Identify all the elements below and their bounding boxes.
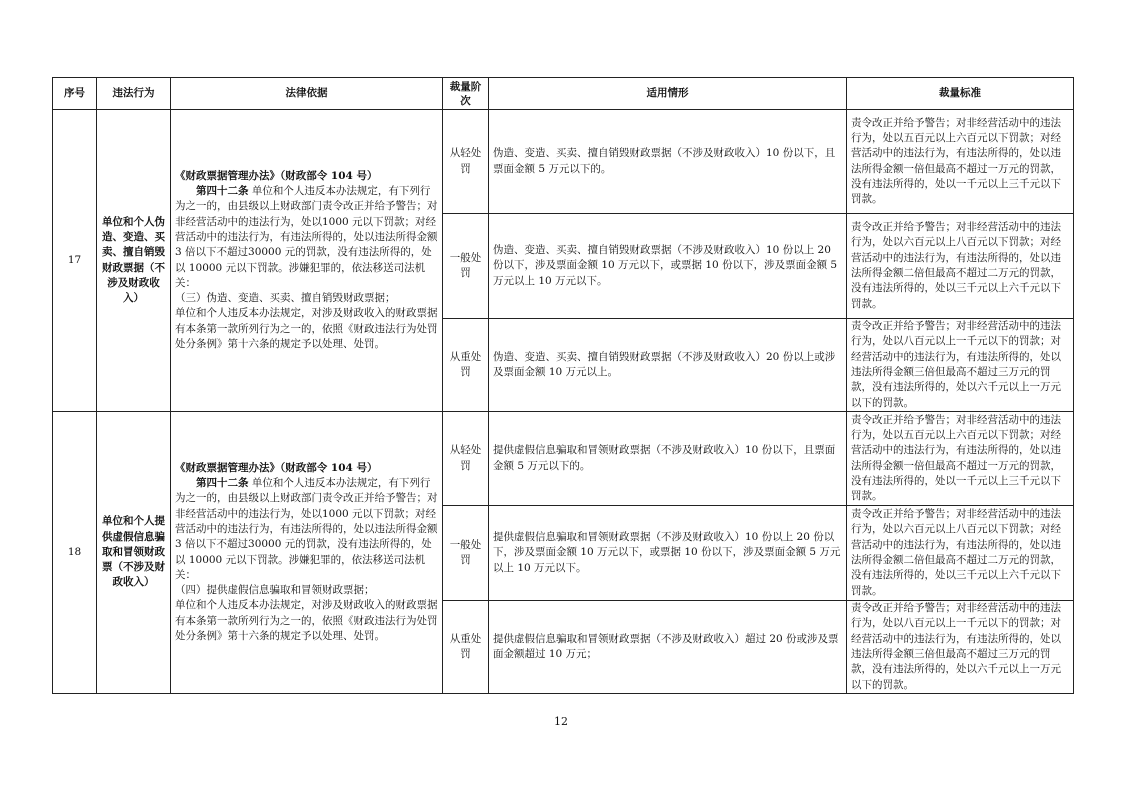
discretion-standard: 责令改正并给予警告；对非经营活动中的违法行为，处以八百元以上一千元以下的罚款；对经营活动中的违法行为，有违法所得的，处以违法所得金额三倍但最高不超过三万元的罚款，没有违法所得的，处以六千元以上一万元以下的罚款。 — [847, 319, 1074, 412]
discretion-level: 从重处罚 — [443, 601, 489, 694]
law-article: 第四十二条 — [196, 477, 249, 490]
law-article: 第四十二条 — [196, 185, 249, 198]
law-body — [175, 184, 438, 291]
discretion-level: 从轻处罚 — [443, 110, 489, 214]
header-level: 裁量阶次 — [443, 78, 489, 110]
applicable-condition: 提供虚假信息骗取和冒领财政票据（不涉及财政收入）10 份以下，且票面金额 5 万元以下的。 — [489, 412, 847, 506]
table-row — [53, 110, 1074, 214]
law-title: 《财政票据管理办法》（财政部令 104 号） — [175, 169, 378, 182]
discretion-table — [52, 77, 1074, 694]
law-title: 《财政票据管理办法》（财政部令 104 号） — [175, 461, 378, 474]
discretion-standard: 责令改正并给予警告；对非经营活动中的违法行为，处以六百元以上八百元以下罚款；对经营活动中的违法行为，有违法所得的，处以违法所得金额二倍但最高不超过二万元的罚款，没有违法所得的，处以三千元以上六千元以下罚款。 — [847, 214, 1074, 319]
law-item: （三）伪造、变造、买卖、擅自销毁财政票据； — [175, 292, 396, 305]
applicable-condition: 伪造、变造、买卖、擅自销毁财政票据（不涉及财政收入）20 份以上或涉及票面金额 10 万元以上。 — [489, 319, 847, 412]
discretion-level: 从轻处罚 — [443, 412, 489, 506]
discretion-standard: 责令改正并给予警告；对非经营活动中的违法行为，处以五百元以上六百元以下罚款；对经营活动中的违法行为，有违法所得的，处以违法所得金额一倍但最高不超过一万元的罚款，没有违法所得的，处以一千元以上三千元以下罚款。 — [847, 110, 1074, 214]
legal-basis — [171, 412, 443, 694]
header-row — [53, 78, 1074, 110]
discretion-standard: 责令改正并给予警告；对非经营活动中的违法行为，处以五百元以上六百元以下罚款；对经营活动中的违法行为，有违法所得的，处以违法所得金额一倍但最高不超过一万元的罚款，没有违法所得的，处以一千元以上三千元以下罚款。 — [847, 412, 1074, 506]
legal-basis — [171, 110, 443, 412]
applicable-condition: 伪造、变造、买卖、擅自销毁财政票据（不涉及财政收入）10 份以上 20 份以下，涉及票面金额 10 万元以下，或票据 10 份以下，涉及票面金额 5 万元以上 10 万元以下。 — [489, 214, 847, 319]
header-no: 序号 — [53, 78, 97, 110]
applicable-condition: 提供虚假信息骗取和冒领财政票据（不涉及财政收入）超过 20 份或涉及票面金额超过 10 万元； — [489, 601, 847, 694]
discretion-level: 一般处罚 — [443, 506, 489, 601]
page-number: 12 — [554, 715, 568, 728]
discretion-standard: 责令改正并给予警告；对非经营活动中的违法行为，处以六百元以上八百元以下罚款；对经营活动中的违法行为，有违法所得的，处以违法所得金额二倍但最高不超过二万元的罚款，没有违法所得的，处以三千元以上六千元以下罚款。 — [847, 506, 1074, 601]
law-text-2: 单位和个人违反本办法规定，对涉及财政收入的财政票据有本条第一款所列行为之一的，依照《财政违法行为处罚处分条例》第十六条的规定予以处理、处罚。 — [175, 307, 438, 350]
header-cond: 适用情形 — [489, 78, 847, 110]
table-row — [53, 412, 1074, 506]
header-law: 法律依据 — [171, 78, 443, 110]
law-item: （四）提供虚假信息骗取和冒领财政票据； — [175, 584, 375, 597]
law-text-2: 单位和个人违反本办法规定，对涉及财政收入的财政票据有本条第一款所列行为之一的，依照《财政违法行为处罚处分条例》第十六条的规定予以处理、处罚。 — [175, 599, 438, 642]
applicable-condition: 伪造、变造、买卖、擅自销毁财政票据（不涉及财政收入）10 份以下，且票面金额 5 万元以下的。 — [489, 110, 847, 214]
violation-act: 单位和个人伪造、变造、买卖、擅自销毁财政票据（不涉及财政收入） — [97, 110, 171, 412]
law-body — [175, 476, 438, 583]
row-number: 18 — [53, 412, 97, 694]
header-std: 裁量标准 — [847, 78, 1074, 110]
discretion-level: 从重处罚 — [443, 319, 489, 412]
law-text: 单位和个人违反本办法规定，有下列行为之一的，由县级以上财政部门责令改正并给予警告；对非经营活动中的违法行为，处以1000 元以下罚款；对经营活动中的违法行为，有违法所得的，处以违法所得金额 3 倍以下不超过30000 元的罚款，没有违法所得的，处以 10000 元以下罚款。涉嫌犯罪的，依法移送司法机关： — [175, 185, 438, 289]
discretion-level: 一般处罚 — [443, 214, 489, 319]
violation-act: 单位和个人提供虚假信息骗取和冒领财政票（不涉及财政收入） — [97, 412, 171, 694]
header-act: 违法行为 — [97, 78, 171, 110]
row-number: 17 — [53, 110, 97, 412]
applicable-condition: 提供虚假信息骗取和冒领财政票据（不涉及财政收入）10 份以上 20 份以下，涉及票面金额 10 万元以下，或票据 10 份以下，涉及票面金额 5 万元以上 10 万元以下。 — [489, 506, 847, 601]
law-text: 单位和个人违反本办法规定，有下列行为之一的，由县级以上财政部门责令改正并给予警告；对非经营活动中的违法行为，处以1000 元以下罚款；对经营活动中的违法行为，有违法所得的，处以违法所得金额 3 倍以下不超过30000 元的罚款，没有违法所得的，处以 10000 元以下罚款。涉嫌犯罪的，依法移送司法机关： — [175, 477, 438, 581]
discretion-standard: 责令改正并给予警告；对非经营活动中的违法行为，处以八百元以上一千元以下的罚款；对经营活动中的违法行为，有违法所得的，处以违法所得金额三倍但最高不超过三万元的罚款，没有违法所得的，处以六千元以上一万元以下的罚款。 — [847, 601, 1074, 694]
